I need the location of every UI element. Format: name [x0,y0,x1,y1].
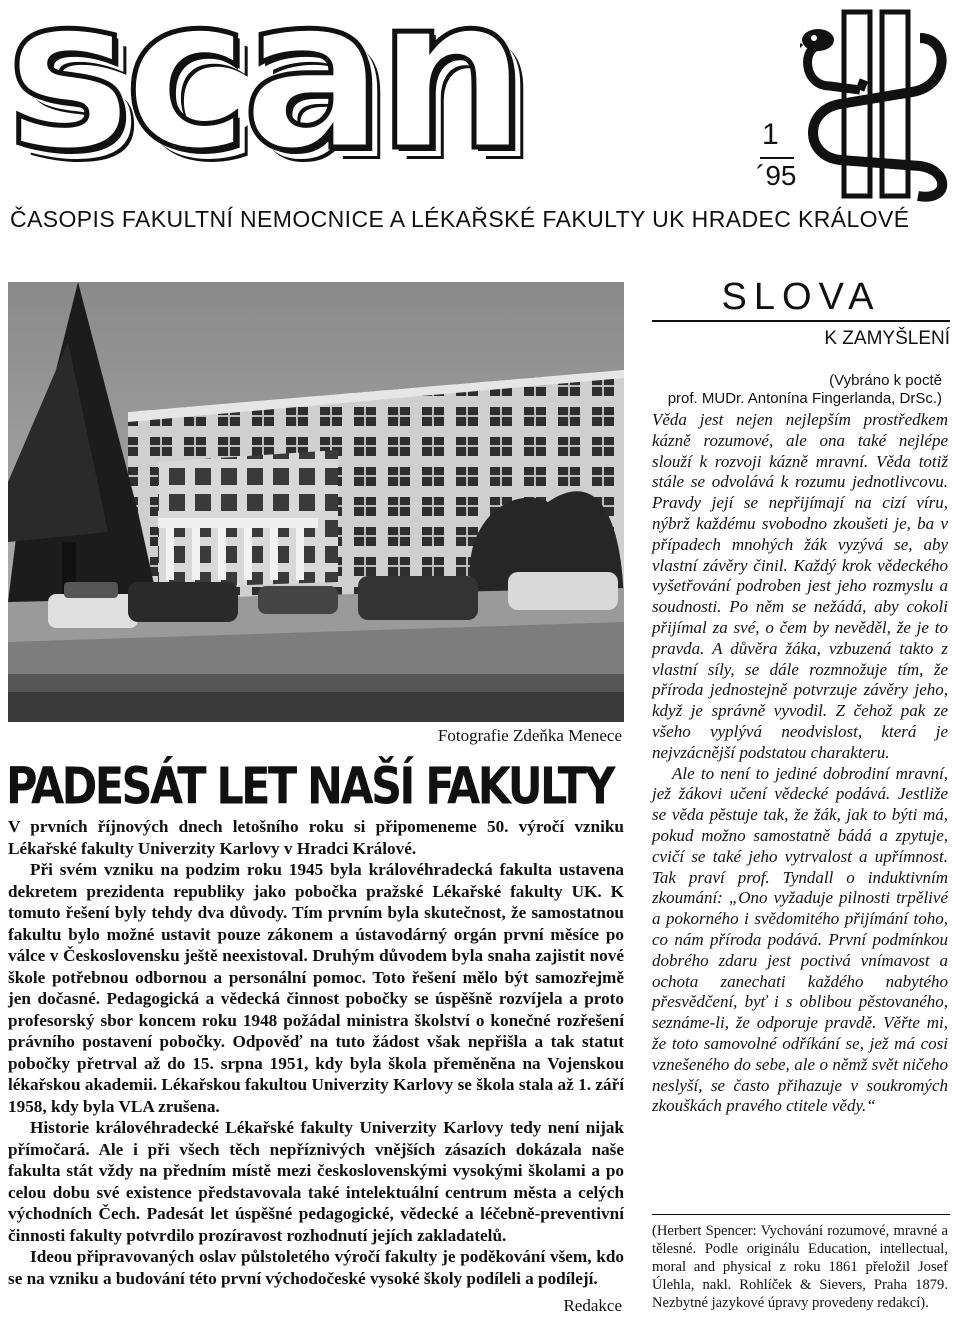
article-paragraph: Ideou připravovaných oslav půlstoletého výročí fakulty je poděkování všem, kdo se na vzniku a budování této první východočeské vysoké školy podíleli a podílejí. [8,1247,624,1288]
faculty-building-photo [8,282,624,722]
issue-number: 1 [762,118,779,151]
spencer-quote [652,410,948,1117]
article-body [8,816,624,1289]
photo-caption: Fotografie Zdeňka Menece [437,726,622,745]
dedication-line: prof. MUDr. Antonína Fingerlanda, DrSc.) [667,390,942,407]
issue-divider [760,157,794,159]
masthead-wordmark: scan [6,0,520,197]
source-note-rule [652,1214,950,1215]
quote-paragraph: Ale to není to jediné dobrodiní mravní, jež žákovi učení vědecké podává. Jestliže se věda pěstuje tak, že žák, jak to býti má, pokud možno samostatně bádá a zpytuje, cvičí se také jeho vytrvalost a upřímnost. Tak praví prof. Tyndall o induktivním zkoumání: „Ono vyžaduje pilnosti trpělivé a pokorného i svědomitého přijímání toho, co nám příroda podává. První podmínkou dobrého zdaru jest poctivá vnímavost a ochota zanechati každého nabytého přesvědčení, byť i s oblibou pěstovaného, seznáme-li, že odporuje pravdě. Věřte mi, že toto samovolné odříkání se, jež má cosi vznešeného do sebe, ale o němž svět ničeho neslyší, se často přihazuje v soukromých zkouškách pravého ctitele vědy.“ [652,763,948,1116]
article-headline: PADESÁT LET NAŠÍ FAKULTY [6,757,613,817]
dedication [652,372,942,408]
rod-of-asclepius-dollar-icon [800,6,952,202]
article-signoff: Redakce [563,1296,622,1315]
article-paragraph: Při svém vzniku na podzim roku 1945 byla královéhradecká fakulta ustavena dekretem prezidenta republiky jako pobočka pražské Lékařské fakulty UK. K tomuto řešení byly tehdy dva důvody. Tím prvním byla skutečnost, že samostatnou fakultu bylo možné ustavit pouze zákonem a ústavodárný orgán první měsíce po válce v Československu ještě neexistoval. Druhým důvodem byla snaha zajistit nové škole potřebnou odbornou a personální pomoc. Toto řešení mělo být samozřejmě jen dočasné. Pedagogická a vědecká činnost pobočky se úspěšně rozvíjela a proto profesorský sbor koncem roku 1948 požádal ministra školství o konečné rozřešení právního postavení pobočky. Odpověď na tuto žádost však nepřišla a tak statut pobočky přetrval až do 15. srpna 1951, kdy byla škola přeměněna na Vojenskou lékařskou akademii. Lékařskou fakultou Univerzity Karlovy se škola stala až 1. září 1958, kdy byla VLA zrušena. [8,860,624,1116]
source-note: (Herbert Spencer: Vychování rozumové, mravné a tělesné. Podle originálu Education, intellectual, moral and physical z roku 1861 přeložil Josef Úlehla, nakl. Rohlíček & Sievers, Praha 1879. Nezbytné jazykové úpravy provedeny redakcí). [652,1223,948,1311]
column-heading: SLOVA [721,276,881,318]
column-heading-rule [652,320,950,322]
masthead [0,0,960,200]
quote-paragraph: Věda jest nejen nejlepším prostředkem kázně rozumové, ale ona také nejlépe slouží k rozvoji kázně mravní. Věda totiž stále se odvolává k rozumu jednotlivcovu. Pravdy její se nepřijímají na cizí víru, nýbrž každému svobodno zkoušeti je, ba v případech mnohých žák vyzývá se, aby vlastní závěry činil. Každý krok vědeckého vyšetřování podroben jest jeho rozmyslu a soudnosti. Po něm se nežádá, aby cokoli přijímal za své, o čem by nevěděl, že je to pravda. A důvěra žáka, vzbuzená takto z vlastní síly, se dále rozmnožuje tím, že příroda jednostejně potvrzuje závěry jeho, když je správně vyvodil. Z čehož pak ze všeho vyplývá neodvislost, která je nejvzácnější podstatou charakteru. [652,410,948,762]
article-paragraph: Historie královéhradecké Lékařské fakulty Univerzity Karlovy tedy není nijak přímočará. Ale i při všech těch nepříznivých vnějších zásazích dokázala naše fakulta stát vždy na předním místě mezi československými vysokými školami a po celou dobu své existence představovala také intelektuální centrum města a celých východních Čech. Padesát let úspěšné pedagogické, vědecké a léčebně-preventivní činnosti fakulty potvrdilo prozíravost rozhodnutí jejích zakladatelů. [8,1118,624,1245]
article-paragraph: V prvních říjnových dnech letošního roku si připomeneme 50. výročí vzniku Lékařské fakulty Univerzity Karlovy v Hradci Králové. [8,817,624,858]
issue-year: ´95 [756,160,797,191]
dedication-line: (Vybráno k poctě [829,372,942,389]
column-subheading: K ZAMYŠLENÍ [824,328,950,349]
publication-subtitle: ČASOPIS FAKULTNÍ NEMOCNICE A LÉKAŘSKÉ FAKULTY UK HRADEC KRÁLOVÉ [10,206,910,232]
